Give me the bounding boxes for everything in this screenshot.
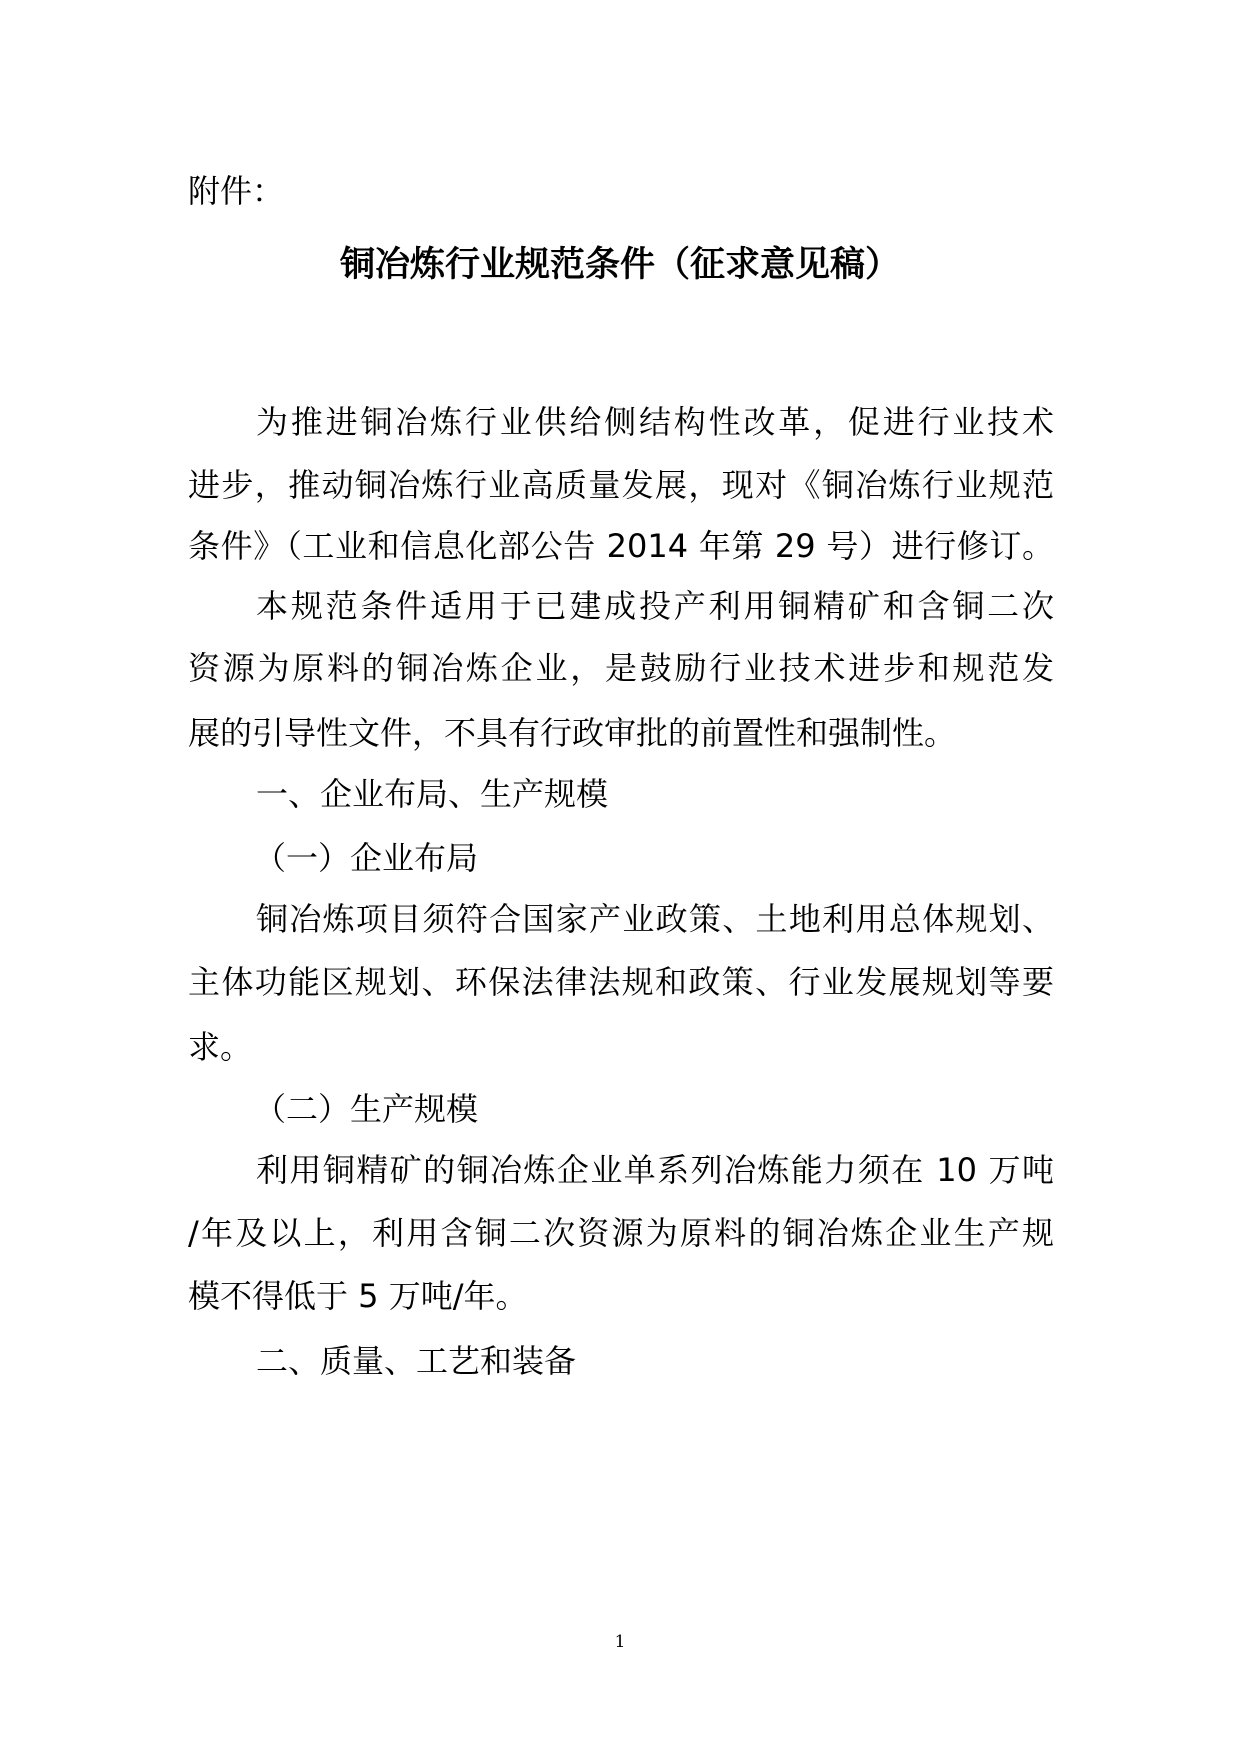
- paragraph-line: 条件》（工业和信息化部公告 2014 年第 29 号）进行修订。: [188, 527, 1054, 565]
- paragraph-line: 本规范条件适用于已建成投产利用铜精矿和含铜二次: [256, 587, 1054, 625]
- subsection-heading: （二）生产规模: [254, 1090, 479, 1128]
- section-heading: 二、质量、工艺和装备: [256, 1342, 577, 1380]
- paragraph-line: 模不得低于 5 万吨/年。: [188, 1277, 528, 1315]
- paragraph-line: 资源为原料的铜冶炼企业，是鼓励行业技术进步和规范发: [188, 649, 1054, 687]
- attachment-label: 附件：: [188, 172, 285, 210]
- paragraph-line: 铜冶炼项目须符合国家产业政策、土地利用总体规划、: [256, 900, 1054, 938]
- page-number: 1: [614, 1632, 626, 1652]
- paragraph-line: 展的引导性文件，不具有行政审批的前置性和强制性。: [188, 714, 957, 752]
- document-title: 铜冶炼行业规范条件（征求意见稿）: [339, 245, 900, 285]
- paragraph-line: 进步，推动铜冶炼行业高质量发展，现对《铜冶炼行业规范: [188, 466, 1054, 504]
- subsection-heading: （一）企业布局: [254, 839, 479, 877]
- paragraph-line: 求。: [188, 1028, 253, 1066]
- section-heading: 一、企业布局、生产规模: [256, 775, 609, 813]
- paragraph-line: 主体功能区规划、环保法律法规和政策、行业发展规划等要: [188, 963, 1054, 1001]
- paragraph-line: /年及以上，利用含铜二次资源为原料的铜冶炼企业生产规: [188, 1214, 1054, 1252]
- paragraph-line: 为推进铜冶炼行业供给侧结构性改革，促进行业技术: [256, 403, 1054, 441]
- paragraph-line: 利用铜精矿的铜冶炼企业单系列冶炼能力须在 10 万吨: [256, 1151, 1054, 1189]
